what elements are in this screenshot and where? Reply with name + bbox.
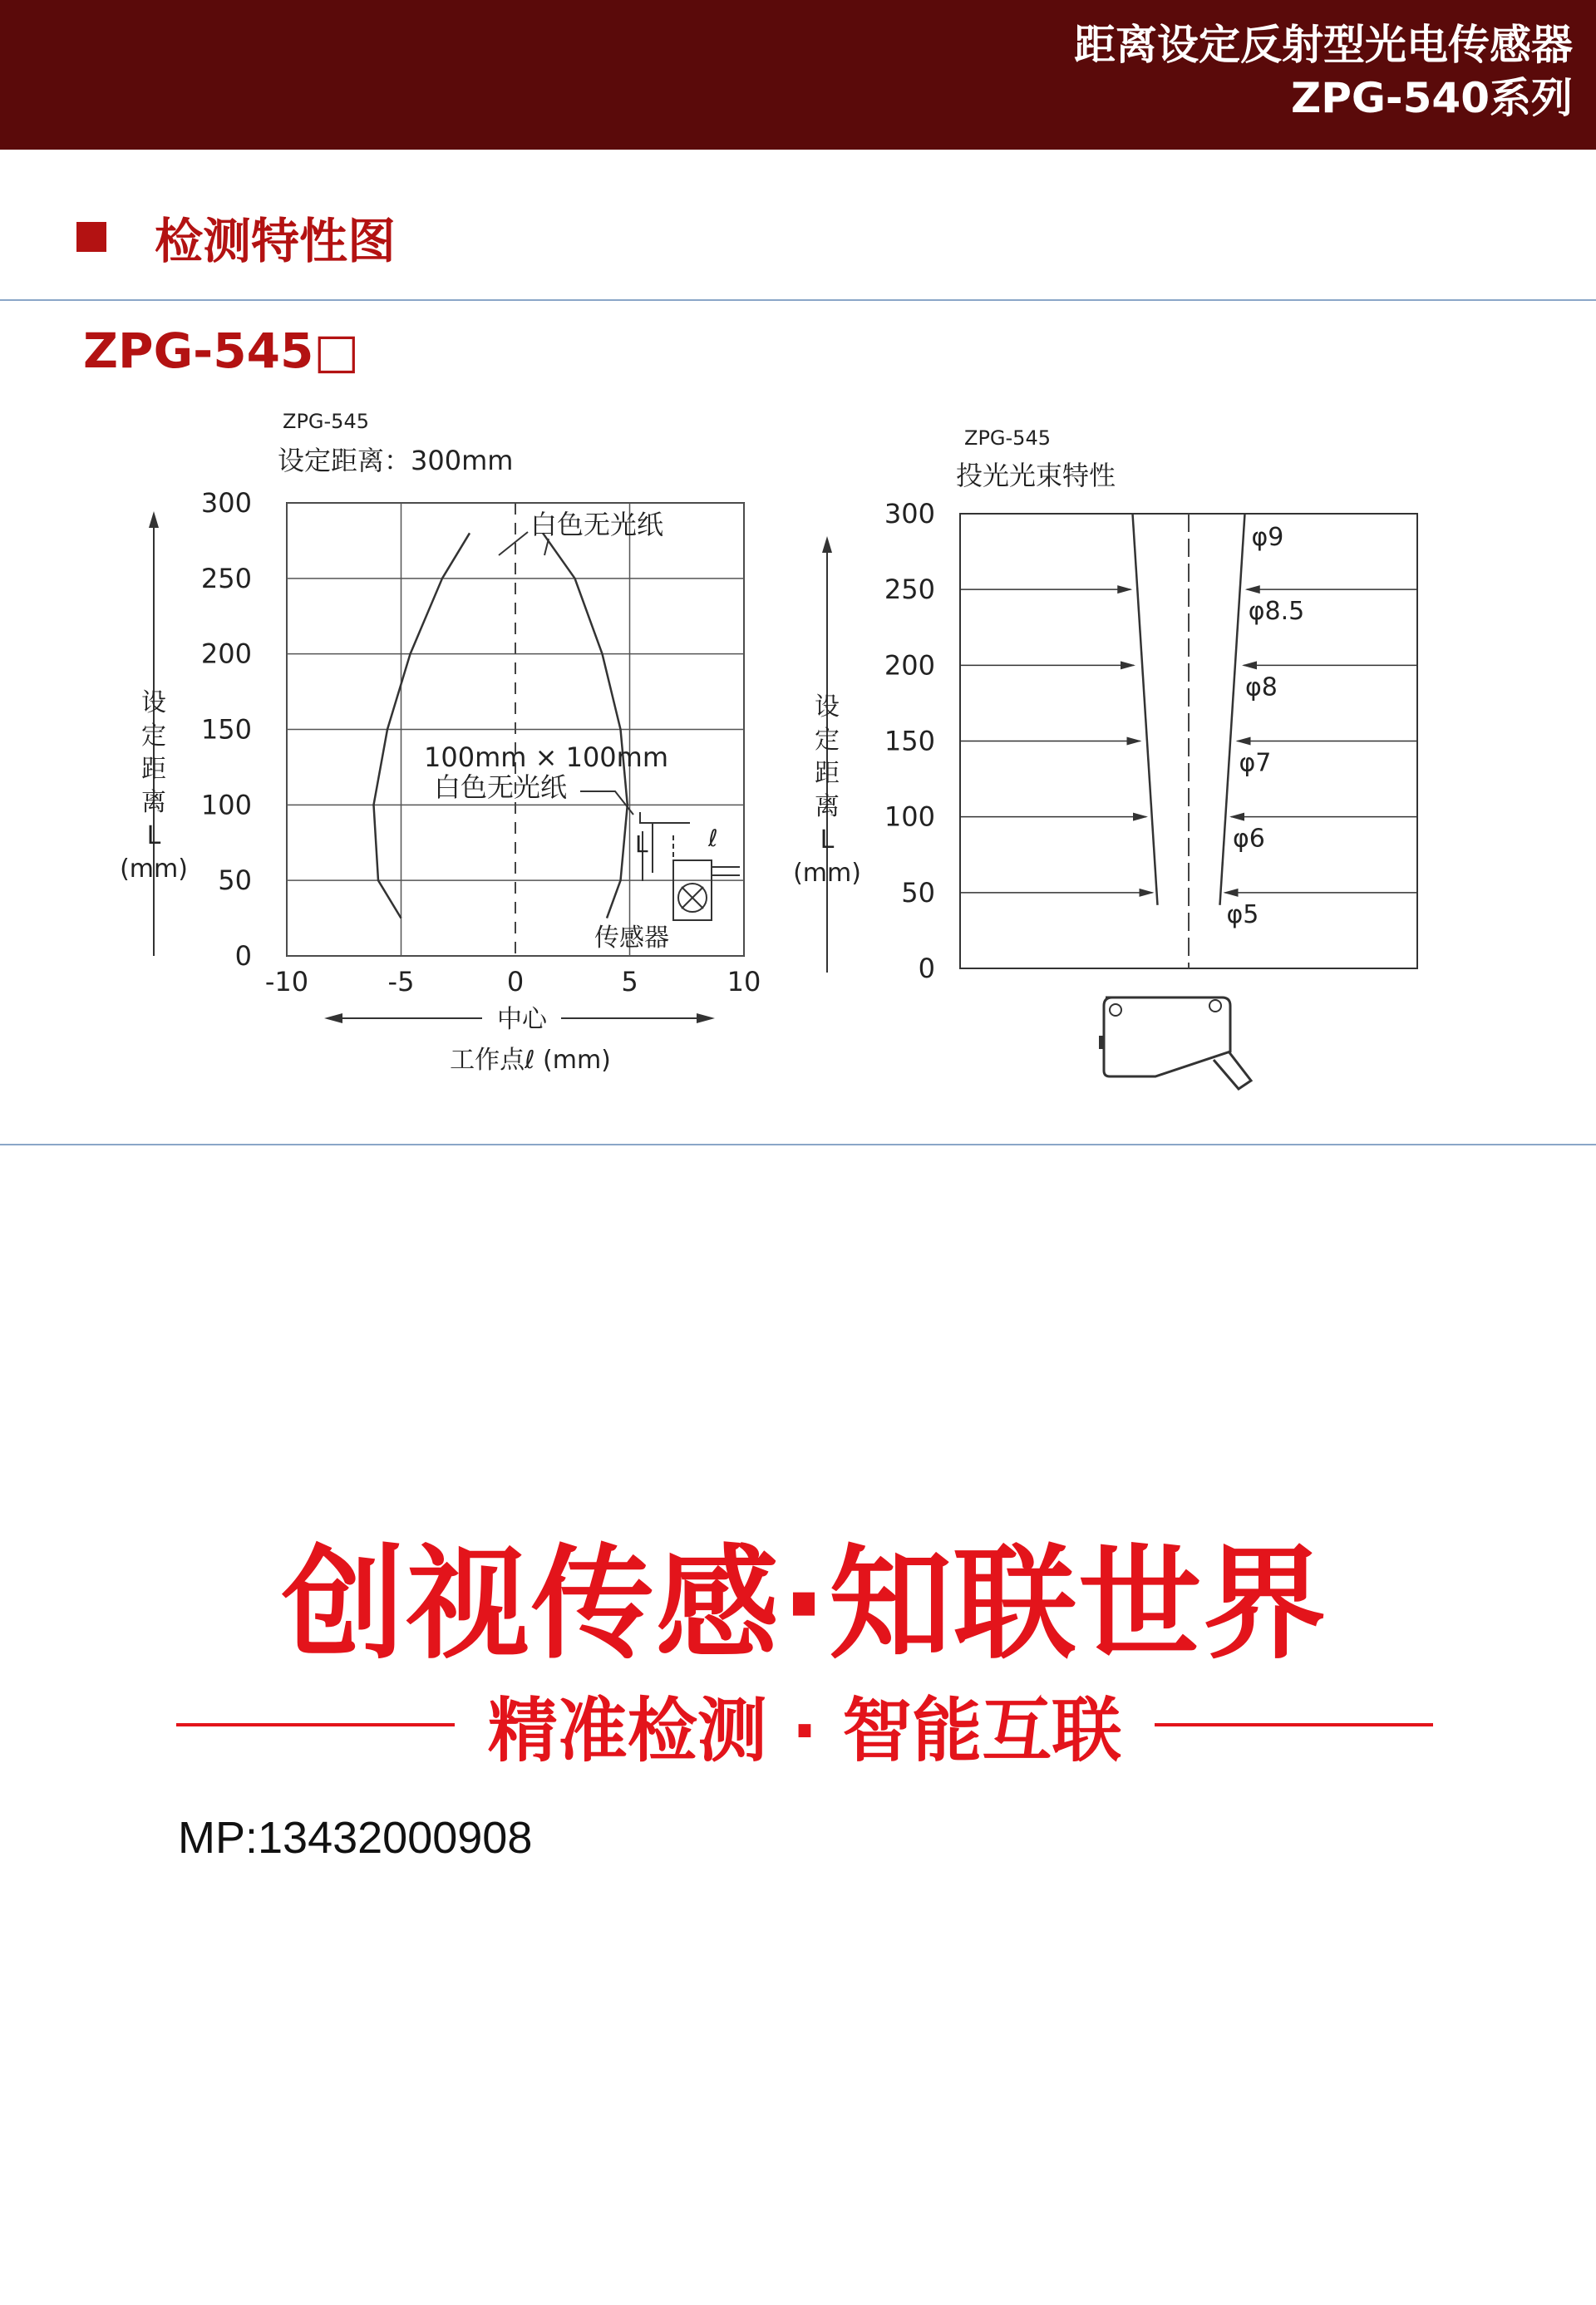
chart2-model-label: ZPG-545 xyxy=(964,426,1051,450)
chart1-x-label: 工作点ℓ (mm) xyxy=(450,1046,611,1075)
chart1-x-tick: 5 xyxy=(621,966,638,997)
chart1-title: 设定距离：300mm xyxy=(278,445,514,476)
chart2-y-label-char: 定 xyxy=(815,726,840,755)
brand-slogan: 创视传感·知联世界 xyxy=(281,1533,1328,1676)
chart1-y-label-char: (mm) xyxy=(120,855,188,884)
brand-subtitle-row xyxy=(176,1679,1433,1771)
divider-top xyxy=(0,299,1596,301)
chart1-x-tick: 10 xyxy=(727,966,761,997)
beam-diameter-label: φ5 xyxy=(1226,899,1259,929)
chart1-target-label: 白色无光纸 xyxy=(434,771,568,803)
title-line-1: 距离设定反射型光电传感器 xyxy=(1074,21,1573,69)
section-heading xyxy=(76,199,396,274)
chart1-y-tick: 250 xyxy=(200,562,252,594)
chart1-y-tick: 200 xyxy=(200,638,252,670)
chart1-x-center-label: 中心 xyxy=(497,1005,547,1034)
sensor-diagram-icon xyxy=(640,812,740,920)
chart1-y-tick: 50 xyxy=(218,864,252,897)
beam-diameter-label: φ8.5 xyxy=(1248,597,1305,627)
arrow-up-icon xyxy=(822,536,832,553)
arrow-left-icon xyxy=(324,1013,342,1023)
arrow-up-icon xyxy=(149,511,159,528)
chart1-sensor-label: 传感器 xyxy=(594,923,669,953)
chart1-dim-l: ℓ xyxy=(708,825,718,852)
chart2-y-tick: 50 xyxy=(901,876,935,909)
model-title: ZPG-545□ xyxy=(83,323,360,379)
chart1-dim-L: L xyxy=(635,830,648,858)
chart1-y-label-char: 距 xyxy=(141,755,166,784)
chart1-x-tick: 0 xyxy=(506,966,525,997)
chart1-series-curve xyxy=(543,533,628,918)
chart2-y-tick: 100 xyxy=(884,800,935,833)
chart2-y-label-char: (mm) xyxy=(793,859,861,888)
beam-characteristic-chart xyxy=(790,424,1455,1114)
brand-subtitle: 精准检测 · 智能互联 xyxy=(487,1689,1122,1771)
chart1-y-tick: 100 xyxy=(200,789,252,821)
document-title xyxy=(1074,18,1573,125)
chart1-y-label-char: 设 xyxy=(141,688,166,717)
chart1-target-size: 100mm × 100mm xyxy=(424,741,668,773)
chart1-model-label: ZPG-545 xyxy=(283,410,369,433)
chart2-y-tick: 200 xyxy=(884,649,935,682)
beam-diameter-label: φ7 xyxy=(1239,748,1272,778)
header-bar xyxy=(0,0,1596,150)
contact-phone: MP:13432000908 xyxy=(178,1813,533,1863)
chart1-y-tick: 150 xyxy=(200,713,252,746)
chart1-y-label-char: 定 xyxy=(141,722,166,751)
chart1-x-tick: -10 xyxy=(264,966,309,997)
chart1-y-tick: 0 xyxy=(234,940,252,972)
title-line-2: ZPG-540系列 xyxy=(1290,74,1573,122)
chart2-y-label-char: 设 xyxy=(815,692,840,722)
chart2-y-label-char: L xyxy=(820,825,835,855)
beam-diameter-label: φ9 xyxy=(1251,523,1284,552)
chart1-curve-label: 白色无光纸 xyxy=(530,509,664,540)
chart2-y-label-char: 距 xyxy=(815,759,840,788)
chart2-y-tick: 150 xyxy=(884,725,935,757)
sensor-body-icon xyxy=(1099,997,1251,1089)
section-title: 检测特性图 xyxy=(155,213,397,269)
chart2-y-tick: 300 xyxy=(884,498,935,529)
brand-line-left xyxy=(176,1723,455,1726)
chart1-series-curve xyxy=(374,533,470,918)
chart2-y-tick: 0 xyxy=(918,953,935,984)
chart2-y-tick: 250 xyxy=(884,574,935,606)
beam-diameter-label: φ8 xyxy=(1245,672,1278,702)
chart1-x-tick: -5 xyxy=(387,966,415,997)
square-bullet-icon xyxy=(76,222,106,252)
detection-area-chart xyxy=(108,407,790,1097)
beam-diameter-label: φ6 xyxy=(1233,824,1265,854)
chart2-y-label-char: 离 xyxy=(815,792,840,821)
arrow-right-icon xyxy=(697,1013,715,1023)
beam-left-edge xyxy=(1133,514,1158,905)
chart1-y-tick: 300 xyxy=(200,487,252,519)
divider-bottom xyxy=(0,1144,1596,1145)
chart2-title: 投光光束特性 xyxy=(956,460,1116,491)
brand-line-right xyxy=(1155,1723,1433,1726)
chart1-y-label-char: L xyxy=(146,821,161,850)
chart1-y-label-char: 离 xyxy=(141,788,166,817)
